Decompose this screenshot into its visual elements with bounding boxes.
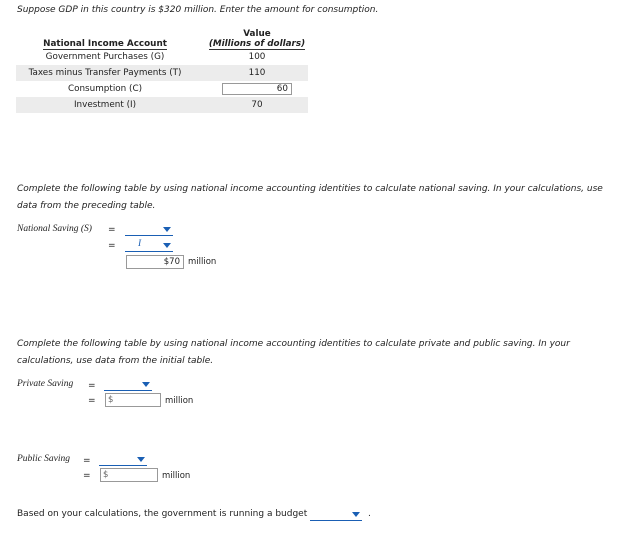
table-row: Investment (I) 70 <box>16 97 308 113</box>
consumption-input[interactable]: 60 <box>222 83 292 95</box>
equals-sign: = <box>83 471 91 481</box>
chevron-down-icon <box>137 457 145 462</box>
equals-sign: = <box>108 225 116 235</box>
equals-sign: = <box>88 396 96 406</box>
unit-label: million <box>188 257 217 267</box>
national-saving-input[interactable]: $70 <box>126 255 184 269</box>
table-row: Taxes minus Transfer Payments (T) 110 <box>16 65 308 81</box>
chevron-down-icon <box>142 382 150 387</box>
budget-period: . <box>368 509 371 519</box>
public-saving-label: Public Saving <box>17 454 71 464</box>
chevron-down-icon <box>163 243 171 248</box>
chevron-down-icon <box>163 227 171 232</box>
national-saving-select-1[interactable] <box>125 224 173 236</box>
unit-label: million <box>162 471 191 481</box>
table-header-account: National Income Account <box>43 39 167 49</box>
public-saving-input[interactable]: $ <box>100 468 158 482</box>
equals-sign: = <box>83 456 91 466</box>
unit-label: million <box>165 396 194 406</box>
budget-text: Based on your calculations, the government is running a budget <box>17 509 308 519</box>
national-saving-instruction: Complete the following table by using national income accounting identities to calculate national saving. In your calculations, use data from the preceding table. <box>17 184 603 211</box>
chevron-down-icon <box>352 512 360 517</box>
private-saving-input[interactable]: $ <box>105 393 161 407</box>
public-saving-select[interactable] <box>99 454 147 466</box>
national-saving-select-2[interactable]: I <box>125 240 173 252</box>
table-row: Government Purchases (G) 100 <box>45 52 266 62</box>
equals-sign: = <box>88 381 96 391</box>
national-income-table <box>16 29 308 113</box>
table-row: Consumption (C) 60 <box>16 81 308 97</box>
private-saving-label: Private Saving <box>17 379 74 389</box>
private-public-instruction: Complete the following table by using national income accounting identities to calculate private and public saving. In your calculations, use data from the initial table. <box>17 339 570 366</box>
equals-sign: = <box>108 241 116 251</box>
national-saving-label: National Saving (S) <box>17 224 92 234</box>
intro-text: Suppose GDP in this country is $320 million. Enter the amount for consumption. <box>17 5 379 15</box>
budget-select[interactable] <box>310 509 362 521</box>
private-saving-select[interactable] <box>104 379 152 391</box>
table-header-value: Value (Millions of dollars) <box>208 29 306 49</box>
